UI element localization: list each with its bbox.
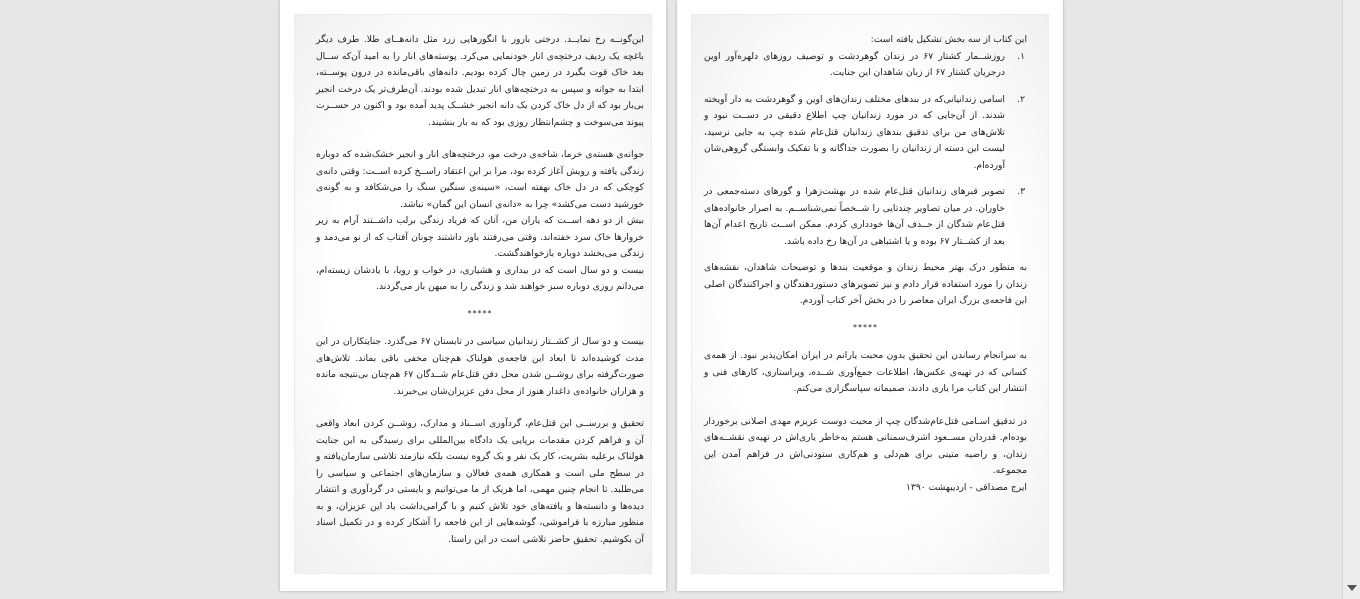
acknowledgement-paragraph: به سرانجام رساندن این تحقیق بدون محبت یارانم در ایران امکان‌پذیر نبود. از همه‌ی کسانی که در تهیه‌ی عکس‌ها، اطلاعات جمع‌آوری شــده، ویراستاری، کارهای فنی و انتشار این کتاب مرا یاری دادند، صمیمانه سپاسگزاری می‌کنم.: [704, 350, 1027, 394]
item-text: اسامی زندانیانی‌که در بندهای مختلف زندان‌های اوین و گوهردشت به دار آویخته شدند. از آن‌جایی که در مورد زندانیان چپ اطلاع دقیقی در دســت نبود و تلاش‌های من برای تدقیق بندهای زندانیان قتل‌عام شده چپ به جایی نرسید، لیست این دسته از زندانیان را بصورت جداگانه و با تفکیک وابستگی گروهی‌شان آورده‌ام.: [704, 93, 1005, 171]
list-item: [704, 92, 1025, 175]
book-page-left: [280, 0, 666, 591]
page-text: [316, 32, 644, 548]
section-list: [704, 49, 1027, 251]
author-signature: ایرج مصداقی - اردیبهشت ۱۳۹۰: [905, 481, 1027, 493]
page-text: [704, 32, 1027, 512]
vertical-scrollbar[interactable]: [1342, 0, 1360, 599]
section-separator: *****: [853, 322, 878, 332]
book-page-right: [677, 0, 1063, 591]
acknowledgement-paragraph: در تدقیق اسـامی قتل‌عام‌شدگان چپ از محبت دوست عزیزم مهدی اصلانی برخوردار بوده‌ام. قدردان مســعود اشرف‌سمنانی هستم به‌خاطر یاری‌اش در تهیه‌ی نقشــه‌های زندان، و راضیه متینی برای هم‌دلی و هم‌کاری ستودنی‌اش در فراهم آمدن این مجموعه.: [704, 415, 1027, 476]
list-item: [704, 184, 1025, 250]
item-number: ۲.: [1017, 93, 1025, 105]
item-number: ۳.: [1017, 186, 1025, 197]
item-text: تصویر قبرهای زندانیان قتل‌عام شده در بهشت‌زهرا و گورهای دسته‌جمعی در خاوران. در میان تصاویر چندتایی را شــخصاً نمی‌شناســم. به اصرار خانواده‌های قتل‌عام شدگان از حــذف آن‌ها خودداری کردم. ممکن اســت تاریخ اعدام آن‌ها بعد از کشــتار ۶۷ بوده و یا اشتباهی در آن‌ها رخ داده باشد.: [704, 186, 1005, 247]
item-text: روزشــمار کشتار ۶۷ در زندان گوهردشت و توصیف روزهای دلهره‌آور اوین درجریان کشتار ۶۷ از زبان شاهدان این جنایت.: [704, 50, 1005, 78]
paragraph: تحقیق و بررســی این قتل‌عام، گردآوری اســناد و مدارک، روشــن کردن ابعاد واقعی آن و فراهم کردن مقدمات برپایی یک دادگاه بین‌المللی برای رسیدگی به این جنایت هولناک برعلیه بشریت، کار یک نفر و یک گروه نیست بلکه نیازمند تلاشی سازمان‌یافته و در سطح ملی است و همکاری همه‌ی فعالان و سازمان‌های اجتماعی و سیاسی را می‌طلبد. تا انجام چنین مهمی، اما هریک از ما می‌توانیم و بایستی در گردآوری و انتشار دیده‌ها و دانسته‌ها و یافته‌های خود تلاش کنیم و با گرامی‌داشت یاد این عزیزان، و به منظور مبارزه با فراموشی، گوشه‌هایی از این فاجعه را آشکار کرده و در تکمیل اسناد آن بکوشیم. تحقیق حاضر تلاشی است در این راستا.: [316, 418, 644, 545]
section-separator: *****: [467, 308, 493, 318]
scroll-down-arrow-icon[interactable]: [1347, 585, 1357, 591]
paragraph: جوانه‌ی هسته‌ی خرما، شاخه‌ی درخت مو، درختچه‌های انار و انجیر خشک‌شده که دوباره زندگی یافته و رویش آغاز کرده بود، مرا بر این اعتقاد راســخ کرده اســت: وقتی دانه‌ی کوچکی که در دل خاک نهفته است، «سینه‌ی سنگین سنگ را می‌شکافد و به گونه‌ی خورشید دست می‌کشد» چرا به «دانه‌ی انسان این گمان» نباشد.: [316, 149, 644, 210]
paragraph: این‌گونــه رخ نمایــد. درختی بارور با انگورهایی زرد مثل دانه‌هــای طلا. طرف دیگر باغچه یک ردیف درختچه‌ی انار خودنمایی می‌کرد. پوسته‌های انار را به امید آن‌که ســال بعد خاک قوت بگیرد در زمین چال کرده بودیم. دانه‌های باقی‌مانده در درون پوســته، ابتدا به جوانه و سپس به درختچه‌های انار تبدیل شده بودند. آن‌طرف‌تر یک درخت انجیر بی‌بار بود که از دل خاک کردن یک دانه انجیر خشــک پدید آمده بود و اکنون در حســرت پیوند می‌سوخت و چشم‌انتظار روزی بود که به بار بنشیند.: [316, 34, 644, 128]
list-item: [704, 49, 1025, 82]
paragraph: بیست و دو سال است که در بیداری و هشیاری، در خواب و رویا، با یادشان زیسته‌ام، می‌دانم روزی دوباره سبز خواهند شد و زندگی را به میهن باز می‌گردند.: [316, 264, 644, 292]
item-number: ۱.: [1017, 50, 1025, 62]
intro-line: این کتاب از سه بخش تشکیل یافته است:: [870, 34, 1027, 45]
paragraph: بیست و دو سال از کشــتار زندانیان سیاسی در تابستان ۶۷ می‌گذرد. جنایتکاران در این مدت کوشیده‌اند تا ابعاد این فاجعه‌ی هولناک هم‌چنان مخفی باقی بماند. تلاش‌های صورت‌گرفته برای روشــن شدن محل دفن قتل‌عام شــدگان ۶۷ هم‌چنان بی‌نتیجه مانده و هزاران خانواده‌ی داغدار هنوز از محل دفن عزیزان‌شان بی‌خبرند.: [316, 336, 644, 397]
paragraph: به منظور درک بهتر محیط زندان و موقعیت بندها و توضیحات شاهدان، نقشه‌های زندان را مورد استفاده قرار دادم و نیز تصویرهای دستوردهندگان و اجراکنندگان اصلی این فاجعه‌ی بزرگ ایران معاصر را در بخش آخر کتاب آوردم.: [704, 262, 1027, 306]
paragraph: بیش از دو دهه اســت که یاران من، آنان که فریاد زندگی برلب داشــتند آرام به زیر خروارها خاک سرد خفته‌اند. وقتی می‌رفتند باور داشتند چونان آفتاب که از نو می‌دمد و زندگی می‌بخشد دوباره بازخواهندگشت.: [316, 215, 644, 259]
